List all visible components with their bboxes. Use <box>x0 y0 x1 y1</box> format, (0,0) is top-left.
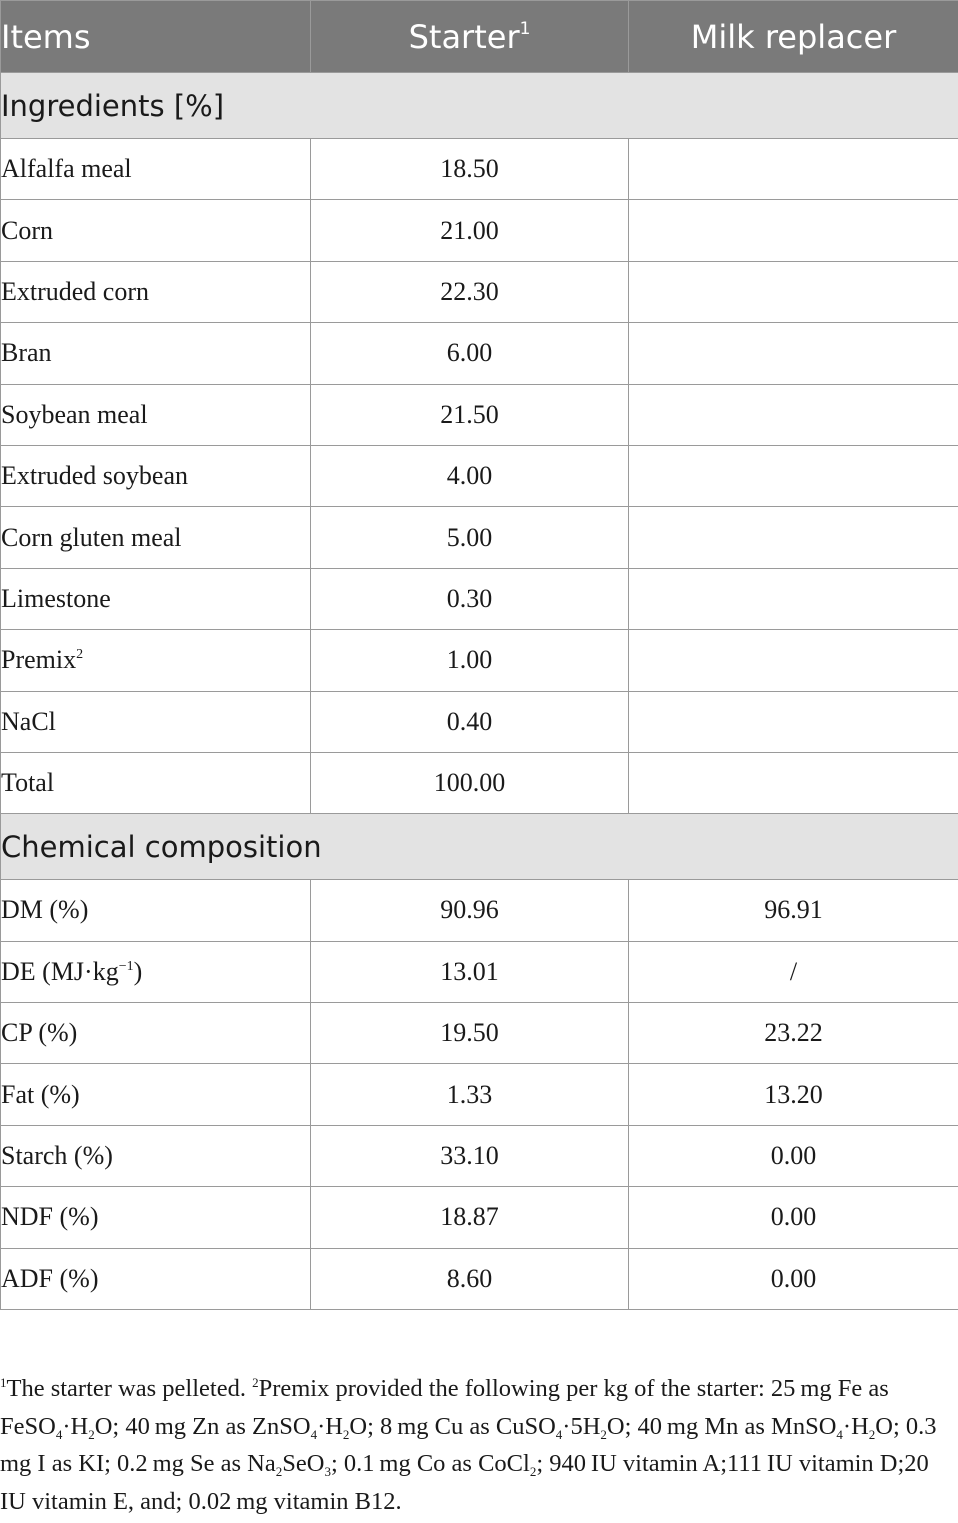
starter-value: 1.33 <box>311 1064 629 1125</box>
row-label: Soybean meal <box>1 384 311 445</box>
table-row <box>1 1125 958 1186</box>
row-label: Premix$^2$ <box>1 630 311 691</box>
row-label: DE $(MJ\cdot kg^{-1})$ <box>1 941 311 1002</box>
starter-value: 21.00 <box>311 200 629 261</box>
table-row <box>1 1187 958 1248</box>
milk-replacer-value <box>629 139 958 200</box>
starter-value: 18.87 <box>311 1187 629 1248</box>
row-label: Total <box>1 752 311 813</box>
section-title: Ingredients [%] <box>1 73 958 139</box>
milk-replacer-value: 13.20 <box>629 1064 958 1125</box>
milk-replacer-value: / <box>629 941 958 1002</box>
starter-value: 0.30 <box>311 568 629 629</box>
table-row <box>1 941 958 1002</box>
table-row <box>1 691 958 752</box>
starter-value: 5.00 <box>311 507 629 568</box>
table-row <box>1 630 958 691</box>
row-label: Starch (%) <box>1 1125 311 1186</box>
row-label: DM (%) <box>1 880 311 941</box>
row-label: Corn <box>1 200 311 261</box>
header-starter: Starter$^1$ <box>311 1 629 73</box>
section-chemical-composition <box>1 814 958 880</box>
footnote-mark: 2 <box>76 647 84 663</box>
table-row <box>1 507 958 568</box>
milk-replacer-value <box>629 630 958 691</box>
table-row <box>1 445 958 506</box>
milk-replacer-value <box>629 752 958 813</box>
table-footnote: $^1$The starter was pelleted. $^2$Premix provided the following per kg of the starter: 25 mg Fe as $FeSO_4\cdot H_2O$; 40 mg Zn as $ZnSO_4\cdot H_2O$; 8 mg Cu as $CuSO_4\cdot 5H_2O$; 40 mg Mn as $MnSO_4\cdot H_2O$; 0.3 mg I as KI; 0.2 mg Se as $Na_2SeO_3$; 0.1 mg Co as CoCl$_2$; 940 IU vitamin A;111 IU vitamin D;20 IU vitamin E, and; 0.02 mg vitamin B12. <box>0 1375 942 1515</box>
footnote-mark: −1 <box>118 958 134 974</box>
row-label: Fat (%) <box>1 1064 311 1125</box>
table-row <box>1 384 958 445</box>
row-label: Alfalfa meal <box>1 139 311 200</box>
milk-replacer-value <box>629 261 958 322</box>
row-label: NaCl <box>1 691 311 752</box>
starter-value: 100.00 <box>311 752 629 813</box>
milk-replacer-value <box>629 691 958 752</box>
milk-replacer-value <box>629 384 958 445</box>
header-row <box>1 1 958 73</box>
row-label: Limestone <box>1 568 311 629</box>
row-label: Corn gluten meal <box>1 507 311 568</box>
starter-value: 1.00 <box>311 630 629 691</box>
table-row <box>1 1248 958 1309</box>
header-items: Items <box>1 1 311 73</box>
row-label: Bran <box>1 323 311 384</box>
table-row <box>1 261 958 322</box>
row-label: ADF (%) <box>1 1248 311 1309</box>
table-row <box>1 1064 958 1125</box>
starter-value: 19.50 <box>311 1003 629 1064</box>
milk-replacer-value: 0.00 <box>629 1187 958 1248</box>
starter-value: 8.60 <box>311 1248 629 1309</box>
header-starter-footnote-mark: 1 <box>519 18 531 39</box>
row-label: Extruded soybean <box>1 445 311 506</box>
table-row <box>1 880 958 941</box>
table-row <box>1 139 958 200</box>
milk-replacer-value <box>629 445 958 506</box>
starter-value: 4.00 <box>311 445 629 506</box>
header-milk-replacer: Milk replacer <box>629 1 958 73</box>
section-title: Chemical composition <box>1 814 958 880</box>
milk-replacer-value: 0.00 <box>629 1125 958 1186</box>
milk-replacer-value <box>629 507 958 568</box>
table-row <box>1 752 958 813</box>
milk-replacer-value: 96.91 <box>629 880 958 941</box>
milk-replacer-value <box>629 323 958 384</box>
starter-value: 90.96 <box>311 880 629 941</box>
table-row <box>1 568 958 629</box>
starter-value: 22.30 <box>311 261 629 322</box>
milk-replacer-value <box>629 568 958 629</box>
row-label: Extruded corn <box>1 261 311 322</box>
milk-replacer-value: 23.22 <box>629 1003 958 1064</box>
starter-value: 21.50 <box>311 384 629 445</box>
starter-value: 6.00 <box>311 323 629 384</box>
row-label: NDF (%) <box>1 1187 311 1248</box>
table-body <box>1 73 958 1310</box>
section-ingredients <box>1 73 958 139</box>
row-label: CP (%) <box>1 1003 311 1064</box>
table-row <box>1 323 958 384</box>
milk-replacer-value <box>629 200 958 261</box>
table-row <box>1 1003 958 1064</box>
starter-value: 13.01 <box>311 941 629 1002</box>
starter-value: 18.50 <box>311 139 629 200</box>
table-row <box>1 200 958 261</box>
starter-value: 0.40 <box>311 691 629 752</box>
starter-value: 33.10 <box>311 1125 629 1186</box>
milk-replacer-value: 0.00 <box>629 1248 958 1309</box>
